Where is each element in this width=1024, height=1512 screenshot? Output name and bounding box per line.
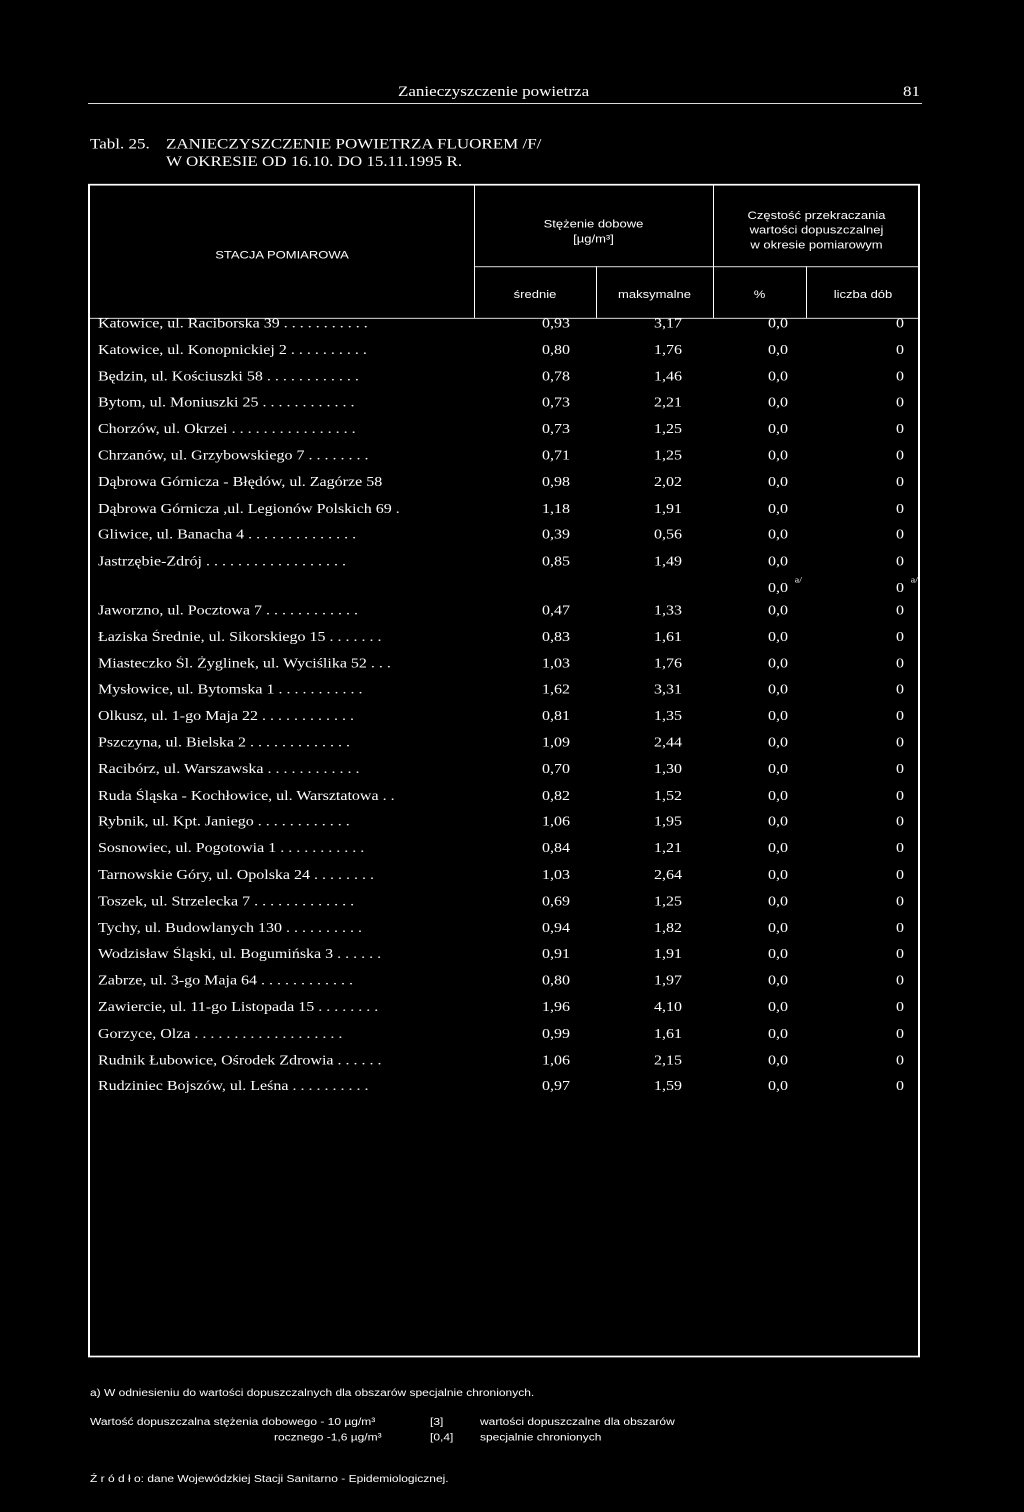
max-cell: 1,46 bbox=[654, 369, 682, 384]
table-row bbox=[98, 947, 914, 973]
max-cell: 3,31 bbox=[654, 682, 682, 698]
header-frequency bbox=[713, 208, 920, 252]
station-cell: Zabrze, ul. 3-go Maja 64 . . . . . . . . . . . . bbox=[98, 973, 354, 989]
footnote-marker: a/ bbox=[910, 575, 918, 586]
station-cell: Gliwice, ul. Banacha 4 . . . . . . . . . . . . . . bbox=[98, 527, 357, 543]
percent-cell: 0,0 bbox=[768, 369, 788, 384]
days-cell: 0 bbox=[896, 788, 904, 803]
page-number: 81 bbox=[903, 83, 920, 100]
station-cell: Dąbrowa Górnicza ,ul. Legionów Polskich 69 . bbox=[98, 501, 400, 516]
station-cell: Tychy, ul. Budowlanych 130 . . . . . . . . . . bbox=[98, 920, 363, 936]
station-cell: Rybnik, ul. Kpt. Janiego . . . . . . . . . . . . bbox=[98, 814, 350, 830]
mean-cell: 0,71 bbox=[542, 448, 570, 464]
max-cell: 0,56 bbox=[654, 527, 682, 543]
annual-label: rocznego -1,6 µg/m³ bbox=[274, 1431, 382, 1444]
max-cell: 1,49 bbox=[654, 554, 682, 569]
station-cell: Pszczyna, ul. Bielska 2 . . . . . . . . . . . . . bbox=[98, 735, 350, 750]
mean-cell: 0,83 bbox=[542, 629, 570, 645]
footnote-a: a) W odniesieniu do wartości dopuszczalnych dla obszarów specjalnie chronionych. bbox=[90, 1386, 535, 1399]
table-row bbox=[98, 369, 914, 395]
station-cell: Jastrzębie-Zdrój . . . . . . . . . . . . . . . . . . bbox=[98, 554, 346, 569]
table-row bbox=[98, 815, 914, 841]
max-cell: 1,91 bbox=[654, 947, 682, 962]
limit-ref: [3] bbox=[430, 1415, 444, 1428]
caption-line-2: W OKRESIE OD 16.10. DO 15.11.1995 R. bbox=[166, 152, 463, 170]
table-row bbox=[98, 682, 914, 708]
max-cell: 1,61 bbox=[654, 1026, 682, 1041]
footnote-marker: a/ bbox=[794, 575, 802, 586]
table-row bbox=[98, 1053, 914, 1079]
percent-cell-footnote-mark bbox=[795, 576, 802, 593]
mean-cell: 0,80 bbox=[542, 342, 570, 358]
days-cell: 0 bbox=[896, 342, 904, 358]
percent-cell: 0,0 bbox=[768, 603, 788, 618]
max-cell: 1,35 bbox=[654, 708, 682, 724]
percent-cell: 0,0 bbox=[768, 708, 788, 724]
station-cell: Będzin, ul. Kościuszki 58 . . . . . . . . . . . . bbox=[98, 369, 359, 384]
limit-label: Wartość dopuszczalna stężenia dobowego - 10 µg/m³ bbox=[90, 1415, 376, 1428]
header-concentration-unit: [µg/m³] bbox=[573, 231, 614, 245]
percent-cell: 0,0 bbox=[768, 1052, 788, 1068]
percent-cell: 0,0 bbox=[768, 554, 788, 569]
days-cell: 0 bbox=[896, 655, 904, 671]
days-cell: 0 bbox=[896, 629, 904, 645]
mean-cell: 0,82 bbox=[542, 788, 570, 803]
max-cell: 1,25 bbox=[654, 894, 682, 909]
max-cell: 1,52 bbox=[654, 788, 682, 803]
days-cell: 0 bbox=[896, 920, 904, 936]
mean-cell: 1,18 bbox=[542, 501, 570, 516]
percent-cell: 0,0 bbox=[768, 894, 788, 909]
table-row bbox=[98, 735, 914, 761]
station-cell: Bytom, ul. Moniuszki 25 . . . . . . . . . . . . bbox=[98, 395, 355, 411]
percent-cell: 0,0 bbox=[768, 999, 788, 1015]
table-row bbox=[98, 709, 914, 735]
percent-cell: 0,0 bbox=[768, 342, 788, 358]
station-cell: Katowice, ul. Konopnickiej 2 . . . . . . . . . . bbox=[98, 342, 367, 358]
table-row bbox=[98, 788, 914, 814]
percent-cell: 0,0 bbox=[768, 316, 788, 331]
table-row bbox=[98, 554, 914, 580]
table-row bbox=[98, 630, 914, 656]
percent-cell: 0,0 bbox=[768, 841, 788, 856]
header-concentration bbox=[474, 216, 713, 245]
mean-cell: 1,09 bbox=[542, 735, 570, 750]
station-cell: Jaworzno, ul. Pocztowa 7 . . . . . . . . . . . . bbox=[98, 603, 358, 618]
station-cell: Ruda Śląska - Kochłowice, ul. Warsztatowa . . bbox=[98, 788, 395, 803]
days-cell-footnote-mark bbox=[911, 576, 918, 593]
days-cell: 0 bbox=[896, 501, 904, 516]
days-cell: 0 bbox=[896, 999, 904, 1015]
percent-cell: 0,0 bbox=[768, 867, 788, 883]
station-cell: Miasteczko Śl. Żyglinek, ul. Wyciślika 52 . . . bbox=[98, 655, 391, 671]
days-cell: 0 bbox=[896, 603, 904, 618]
days-cell: 0 bbox=[896, 421, 904, 437]
percent-cell: 0,0 bbox=[768, 395, 788, 411]
percent-cell: 0,0 bbox=[768, 973, 788, 989]
table-row bbox=[98, 603, 914, 629]
mean-cell: 0,98 bbox=[542, 474, 570, 490]
station-cell: Toszek, ul. Strzelecka 7 . . . . . . . . . . . . . bbox=[98, 894, 355, 909]
percent-cell: 0,0 bbox=[768, 580, 788, 596]
table-row bbox=[98, 422, 914, 448]
max-cell: 2,15 bbox=[654, 1052, 682, 1068]
mean-cell: 0,97 bbox=[542, 1079, 570, 1094]
days-cell: 0 bbox=[896, 1026, 904, 1041]
station-cell: Łaziska Średnie, ul. Sikorskiego 15 . . . . . . . bbox=[98, 629, 382, 645]
table-row bbox=[98, 343, 914, 369]
header-days: liczba dób bbox=[833, 287, 893, 301]
station-cell: Olkusz, ul. 1-go Maja 22 . . . . . . . . . . . . bbox=[98, 708, 354, 724]
mean-cell: 0,78 bbox=[542, 369, 570, 384]
days-cell: 0 bbox=[896, 527, 904, 543]
caption-prefix: Tabl. 25. bbox=[90, 135, 150, 153]
station-cell: Rudnik Łubowice, Ośrodek Zdrowia . . . . . . bbox=[98, 1052, 382, 1068]
mean-cell: 0,99 bbox=[542, 1026, 570, 1041]
station-cell: Zawiercie, ul. 11-go Listopada 15 . . . . . . . . bbox=[98, 999, 379, 1015]
max-cell: 4,10 bbox=[654, 999, 682, 1015]
max-cell: 2,02 bbox=[654, 474, 682, 490]
table-row bbox=[98, 475, 914, 501]
mean-cell: 0,70 bbox=[542, 761, 570, 777]
days-cell: 0 bbox=[896, 841, 904, 856]
table-row bbox=[98, 448, 914, 474]
percent-cell: 0,0 bbox=[768, 814, 788, 830]
station-cell: Gorzyce, Olza . . . . . . . . . . . . . . . . . . . bbox=[98, 1026, 343, 1041]
table-row bbox=[98, 528, 914, 554]
max-cell: 1,61 bbox=[654, 629, 682, 645]
days-cell: 0 bbox=[896, 580, 904, 596]
station-cell: Rudziniec Bojszów, ul. Leśna . . . . . . . . . . bbox=[98, 1079, 369, 1094]
table-row bbox=[98, 656, 914, 682]
header-station: STACJA POMIAROWA bbox=[215, 248, 349, 262]
running-head bbox=[88, 84, 922, 104]
annual-ref: [0,4] bbox=[430, 1431, 454, 1444]
max-cell: 1,76 bbox=[654, 342, 682, 358]
table-row bbox=[98, 575, 918, 603]
header-frequency-line-2: wartości dopuszczalnej bbox=[749, 223, 884, 237]
percent-cell: 0,0 bbox=[768, 920, 788, 936]
table-row bbox=[98, 762, 914, 788]
station-cell: Katowice, ul. Raciborska 39 . . . . . . . . . . . bbox=[98, 316, 368, 331]
days-cell: 0 bbox=[896, 554, 904, 569]
table-row bbox=[98, 1026, 914, 1052]
days-cell: 0 bbox=[896, 1052, 904, 1068]
percent-cell: 0,0 bbox=[768, 421, 788, 437]
mean-cell: 1,06 bbox=[542, 814, 570, 830]
days-cell: 0 bbox=[896, 1079, 904, 1094]
max-cell: 1,82 bbox=[654, 920, 682, 936]
table-row bbox=[98, 1000, 914, 1026]
table-row bbox=[98, 841, 914, 867]
max-cell: 1,21 bbox=[654, 841, 682, 856]
mean-cell: 1,03 bbox=[542, 867, 570, 883]
days-cell: 0 bbox=[896, 369, 904, 384]
percent-cell: 0,0 bbox=[768, 1026, 788, 1041]
max-cell: 1,59 bbox=[654, 1079, 682, 1094]
max-cell: 2,44 bbox=[654, 735, 682, 750]
station-cell: Mysłowice, ul. Bytomska 1 . . . . . . . . . . . bbox=[98, 682, 363, 698]
percent-cell: 0,0 bbox=[768, 501, 788, 516]
days-cell: 0 bbox=[896, 814, 904, 830]
percent-cell: 0,0 bbox=[768, 788, 788, 803]
max-cell: 1,95 bbox=[654, 814, 682, 830]
percent-cell: 0,0 bbox=[768, 1079, 788, 1094]
max-cell: 1,33 bbox=[654, 603, 682, 618]
percent-cell: 0,0 bbox=[768, 947, 788, 962]
max-cell: 1,25 bbox=[654, 448, 682, 464]
days-cell: 0 bbox=[896, 761, 904, 777]
table-row bbox=[98, 973, 914, 999]
max-cell: 1,91 bbox=[654, 501, 682, 516]
mean-cell: 1,62 bbox=[542, 682, 570, 698]
mean-cell: 0,80 bbox=[542, 973, 570, 989]
days-cell: 0 bbox=[896, 867, 904, 883]
days-cell: 0 bbox=[896, 316, 904, 331]
max-cell: 1,76 bbox=[654, 655, 682, 671]
header-percent: % bbox=[753, 287, 766, 301]
mean-cell: 0,47 bbox=[542, 603, 570, 618]
max-cell: 1,25 bbox=[654, 421, 682, 437]
table-row bbox=[98, 868, 914, 894]
mean-cell: 0,84 bbox=[542, 841, 570, 856]
station-cell: Chrzanów, ul. Grzybowskiego 7 . . . . . . . . bbox=[98, 448, 369, 464]
percent-cell: 0,0 bbox=[768, 655, 788, 671]
mean-cell: 1,03 bbox=[542, 655, 570, 671]
mean-cell: 1,06 bbox=[542, 1052, 570, 1068]
max-cell: 2,21 bbox=[654, 395, 682, 411]
percent-cell: 0,0 bbox=[768, 527, 788, 543]
running-head-title: Zanieczyszczenie powietrza bbox=[398, 83, 590, 100]
station-cell: Tarnowskie Góry, ul. Opolska 24 . . . . . . . . bbox=[98, 867, 375, 883]
percent-cell: 0,0 bbox=[768, 629, 788, 645]
days-cell: 0 bbox=[896, 474, 904, 490]
days-cell: 0 bbox=[896, 682, 904, 698]
limit-special: wartości dopuszczalne dla obszarów bbox=[480, 1415, 675, 1428]
table-row bbox=[98, 396, 914, 422]
days-cell: 0 bbox=[896, 735, 904, 750]
header-mean: średnie bbox=[513, 287, 557, 301]
days-cell: 0 bbox=[896, 947, 904, 962]
mean-cell: 0,91 bbox=[542, 947, 570, 962]
max-cell: 2,64 bbox=[654, 867, 682, 883]
days-cell: 0 bbox=[896, 395, 904, 411]
percent-cell: 0,0 bbox=[768, 474, 788, 490]
station-cell: Dąbrowa Górnicza - Błędów, ul. Zagórze 58 bbox=[98, 474, 383, 490]
days-cell: 0 bbox=[896, 708, 904, 724]
mean-cell: 0,93 bbox=[542, 316, 570, 331]
mean-cell: 1,96 bbox=[542, 999, 570, 1015]
table-row bbox=[98, 921, 914, 947]
max-cell: 1,97 bbox=[654, 973, 682, 989]
percent-cell: 0,0 bbox=[768, 735, 788, 750]
mean-cell: 0,39 bbox=[542, 527, 570, 543]
days-cell: 0 bbox=[896, 894, 904, 909]
percent-cell: 0,0 bbox=[768, 682, 788, 698]
table-row bbox=[98, 1079, 914, 1105]
mean-cell: 0,73 bbox=[542, 421, 570, 437]
station-cell: Sosnowiec, ul. Pogotowia 1 . . . . . . . . . . . bbox=[98, 841, 365, 856]
percent-cell: 0,0 bbox=[768, 448, 788, 464]
station-cell: Racibórz, ul. Warszawska . . . . . . . . . . . . bbox=[98, 761, 360, 777]
header-concentration-line-1: Stężenie dobowe bbox=[543, 217, 644, 231]
table-body bbox=[98, 316, 918, 1106]
table-caption bbox=[90, 136, 541, 170]
mean-cell: 0,85 bbox=[542, 554, 570, 569]
header-frequency-line-3: w okresie pomiarowym bbox=[750, 237, 883, 251]
percent-cell: 0,0 bbox=[768, 761, 788, 777]
caption-line-1: ZANIECZYSZCZENIE POWIETRZA FLUOREM /F/ bbox=[166, 135, 542, 153]
mean-cell: 0,69 bbox=[542, 894, 570, 909]
station-cell: Chorzów, ul. Okrzei . . . . . . . . . . . . . . . . bbox=[98, 421, 356, 437]
table-row bbox=[98, 316, 914, 342]
max-cell: 1,30 bbox=[654, 761, 682, 777]
max-cell: 3,17 bbox=[654, 316, 682, 331]
mean-cell: 0,94 bbox=[542, 920, 570, 936]
header-max: maksymalne bbox=[618, 287, 691, 301]
table-row bbox=[98, 501, 914, 527]
annual-special: specjalnie chronionych bbox=[480, 1431, 602, 1444]
station-cell: Wodzisław Śląski, ul. Bogumińska 3 . . . . . . bbox=[98, 947, 382, 962]
source-note: Ź r ó d ł o: dane Wojewódzkiej Stacji Sanitarno - Epidemiologicznej. bbox=[90, 1472, 449, 1485]
days-cell: 0 bbox=[896, 973, 904, 989]
mean-cell: 0,73 bbox=[542, 395, 570, 411]
rule bbox=[474, 266, 920, 267]
header-frequency-line-1: Częstość przekraczania bbox=[747, 208, 886, 222]
mean-cell: 0,81 bbox=[542, 708, 570, 724]
table-row bbox=[98, 894, 914, 920]
days-cell: 0 bbox=[896, 448, 904, 464]
